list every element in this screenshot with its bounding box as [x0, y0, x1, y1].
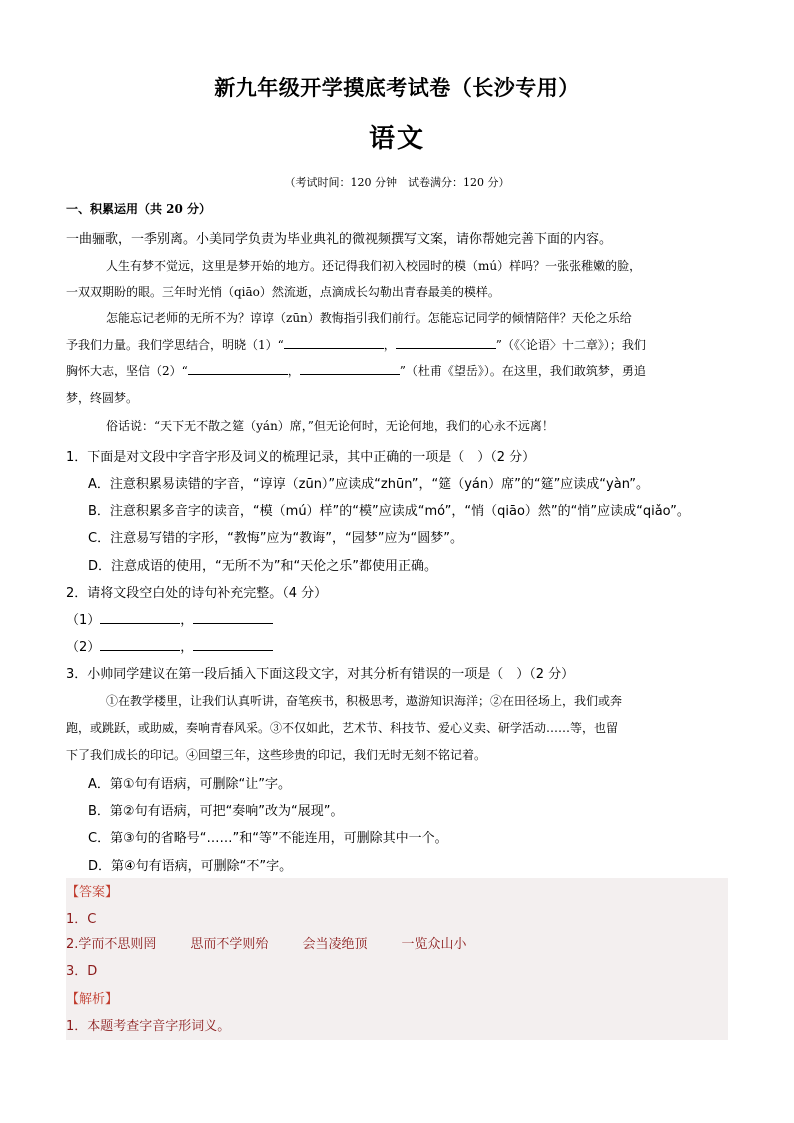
question-1-option-c: C．注意易写错的字形，“教悔”应为“教诲”，“园梦”应为“圆梦”。	[88, 531, 463, 546]
question-1-option-d: D．注意成语的使用，“无所不为”和“天伦之乐”都使用正确。	[88, 559, 437, 574]
answer-2-prefix: 2.	[66, 937, 79, 952]
answer-2-item: 思而不学则殆	[190, 937, 269, 952]
question-2-stem: 2．请将文段空白处的诗句补充完整。（4 分）	[66, 586, 328, 601]
passage-line: 怎能忘记老师的无所不为？谆谆（zūn）教悔指引我们前行。怎能忘记同学的倾情陪伴？天伦之乐给	[106, 311, 632, 325]
passage-line-with-blanks	[66, 362, 646, 379]
intro-text: 一曲骊歌，一季别离。小美同学负责为毕业典礼的微视频撰写文案，请你帮她完善下面的内容。	[66, 232, 613, 247]
question-3-option-c: C．第③句的省略号“……”和“等”不能连用，可删除其中一个。	[88, 831, 448, 846]
passage-line: 人生有梦不觉远，这里是梦开始的地方。还记得我们初入校园时的模（mú）样吗？一张张稚嫩的脸，	[106, 259, 642, 273]
analysis-1: 1．本题考查字音字形词义。	[66, 1019, 231, 1034]
question-1-option-a: A．注意积累易读错的字音，“谆谆（zūn）”应读成“zhūn”，“筵（yán）席”的“筵”应读成“yàn”。	[88, 477, 649, 492]
exam-info: （考试时间：120 分钟 试卷满分：120 分）	[284, 176, 510, 189]
question-3-stem: 3．小帅同学建议在第一段后插入下面这段文字，对其分析有错误的一项是（ ）（2 分）	[66, 667, 575, 682]
passage-text: ，	[383, 338, 396, 352]
answer-2-item: 会当凌绝顶	[302, 937, 368, 952]
passage-text: ”（杜甫《望岳》）。在这里，我们敢筑梦，勇追	[399, 364, 646, 378]
answer-blank	[193, 638, 273, 651]
answer-2	[66, 933, 466, 952]
passage-line: 俗话说：“天下无不散之筵（yán）席，”但无论何时，无论何地，我们的心永不远离！	[106, 419, 554, 433]
question-3-text-line: ①在教学楼里，让我们认真听讲，奋笔疾书，积极思考，遨游知识海洋；②在田径场上，我们或奔	[106, 694, 623, 708]
passage-text: 胸怀大志，坚信（2）“	[66, 364, 188, 378]
blank-label: （1）	[66, 613, 101, 628]
question-2-blank-2	[66, 636, 273, 655]
blank-separator: ，	[180, 613, 194, 628]
answer-blank	[100, 611, 180, 624]
answer-1: 1．C	[66, 912, 97, 927]
answer-blank	[193, 611, 273, 624]
poem-blank	[188, 362, 288, 375]
poem-blank	[284, 336, 384, 349]
answer-2-item: 一览众山小	[401, 937, 467, 952]
question-1-stem: 1．下面是对文段中字音字形及词义的梳理记录，其中正确的一项是（ ）（2 分）	[66, 450, 536, 465]
question-3-option-b: B．第②句有语病，可把“奏响”改为“展现”。	[88, 804, 344, 819]
passage-text: ”（《〈论语〉十二章》）；我们	[495, 338, 646, 352]
answer-label: 【答案】	[66, 885, 119, 900]
passage-text: 予我们力量。我们学思结合，明晓（1）“	[66, 338, 284, 352]
poem-blank	[300, 362, 400, 375]
poem-blank	[396, 336, 496, 349]
blank-separator: ，	[180, 640, 194, 655]
answer-2-item: 学而不思则罔	[78, 937, 157, 952]
passage-text: ，	[287, 364, 300, 378]
answer-section	[66, 878, 728, 1040]
question-3-text-line: 跑，或跳跃，或助威，奏响青春风采。③不仅如此，艺术节、科技节、爱心义卖、研学活动……等，也留	[66, 721, 619, 735]
passage-line-with-blanks	[66, 336, 646, 353]
analysis-label: 【解析】	[66, 992, 119, 1007]
answer-3: 3．D	[66, 964, 98, 979]
passage-line: 梦，终圆梦。	[66, 391, 139, 405]
subject-title: 语文	[368, 124, 425, 154]
exam-title: 新九年级开学摸底考试卷（长沙专用）	[214, 76, 580, 100]
section-heading: 一、积累运用（共 20 分）	[66, 202, 212, 216]
question-3-option-d: D．第④句有语病，可删除“不”字。	[88, 859, 293, 874]
blank-label: （2）	[66, 640, 101, 655]
question-3-option-a: A．第①句有语病，可删除“让”字。	[88, 777, 292, 792]
answer-blank	[100, 638, 180, 651]
passage-line: 一双双期盼的眼。三年时光悄（qiāo）然流逝，点滴成长勾勒出青春最美的模样。	[66, 285, 500, 299]
question-3-text-line: 下了我们成长的印记。④回望三年，这些珍贵的印记，我们无时无刻不铭记着。	[66, 748, 487, 762]
question-2-blank-1	[66, 609, 273, 628]
question-1-option-b: B．注意积累多音字的读音，“模（mú）样”的“模”应读成“mó”，“悄（qiāo）然”的“悄”应读成“qiǎo”。	[88, 504, 690, 519]
